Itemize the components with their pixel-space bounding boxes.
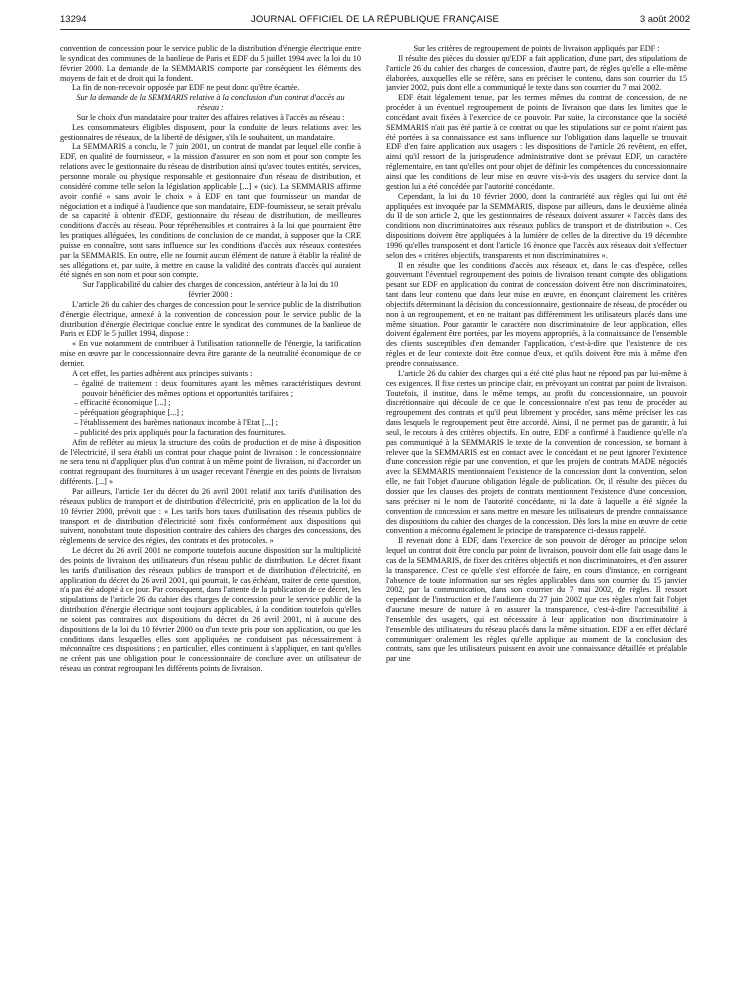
section-heading: Sur l'applicabilité du cahier des charges de concession, antérieur à la loi du 10 février 2000 :: [82, 280, 339, 300]
paragraph: EDF était légalement tenue, par les termes mêmes du contrat de concession, de ne procéder à un éventuel regroupement de points de livraison que dans les limites que le concédant avait fixées à l'exercice de ce pouvoir. Par suite, la circonstance que la société SEMMARIS n'ait pas été partie à ce contrat ou que les stipulations sur ce point n'aient pas été portées à sa connaissance est sans influence sur l'obligation dans laquelle se trouvait EDF d'en faire application aux usagers : les dispositions de l'article 26 revêtent, en effet, ainsi qu'il ressort de la jurisprudence administrative dont se prévaut EDF, un caractère réglementaire, en tant qu'elles ont pour objet de définir les compétences du concessionnaire ainsi que les conditions de leur mise en œuvre vis-à-vis des usagers du service dont la gestion lui a été concédée par l'autorité concédante.: [386, 93, 687, 191]
section-heading: Sur les critères de regroupement de points de livraison appliqués par EDF :: [413, 44, 660, 53]
paragraph: Afin de refléter au mieux la structure des coûts de production et de mise à disposition de l'électricité, il sera établi un contrat pour chaque point de livraison : le concessionnaire ne sera tenu ni d'appliquer plus d'un contrat à un même point de livraison, ni d'accorder un contrat regroupant des fournitures à un usager recevant l'énergie en des points de livraison différents. [...] »: [60, 437, 361, 487]
paragraph: Il revenait donc à EDF, dans l'exercice de son pouvoir de déroger au principe selon lequel un contrat doit être conclu par point de livraison, pouvoir dont elle fait usage dans le cas de la SEMMARIS, de fixer des critères objectifs et non discriminatoires, et d'en assurer la transparence. C'est ce qu'elle s'est efforcée de faire, en cours d'instance, en corrigeant l'absence de toute information sur ses règles applicables dans son courrier du 15 janvier 2002, par la communication, dans son courrier du 7 mai 2002, de règles. Il ressort cependant de l'instruction et de l'audience du 27 juin 2002 que ces règles n'ont fait l'objet d'aucune mesure de nature à en assurer la transparence, c'est-à-dire l'accessibilité à l'ensemble des usagers, qui est nécessaire à leur application non discriminatoire à l'ensemble des utilisateurs du réseau placés dans la même situation. EDF a en effet déclaré communiquer oralement les règles qu'elle applique au moment de la conclusion des contrats, sans que les utilisateurs puissent en avoir une connaissance détaillée et préalable par une: [386, 536, 687, 664]
list-item: – péréquation géographique [...] ;: [74, 408, 184, 418]
section-heading: Sur la demande de la SEMMARIS relative à la conclusion d'un contrat d'accès au réseau :: [76, 93, 345, 113]
list-item: – égalité de traitement : deux fournitures ayant les mêmes caractéristiques devront pouvoir bénéficier des mêmes options et opportunités tarifaires ;: [74, 378, 361, 398]
list-item: – l'établissement des barèmes nationaux incombe à l'Etat [...] ;: [74, 418, 278, 428]
paragraph: Il résulte des pièces du dossier qu'EDF a fait application, d'une part, des stipulations de l'article 26 du cahier des charges de concession, d'autre part, de règles qu'elle a elle-même élaborées, auxquelles elle se réfère, sans en préciser le contenu, dans son courrier du 15 janvier 2002, puis dont elle a communiqué le texte dans son courrier du 7 mai 2002.: [386, 53, 687, 93]
list-item: – efficacité économique [...] ;: [74, 398, 171, 408]
paragraph: Les consommateurs éligibles disposent, pour la conduite de leurs relations avec les gestionnaires de réseaux, de la liberté de désigner, s'ils le souhaitent, un mandataire.: [60, 122, 361, 142]
paragraph: A cet effet, les parties adhèrent aux principes suivants :: [72, 368, 253, 378]
principles-list: [60, 379, 361, 438]
paragraph: L'article 26 du cahier des charges qui a été cité plus haut ne répond pas par lui-même à ces exigences. Il fixe certes un principe clair, en prévoyant un contrat par point de livraison. Toutefois, il institue, dans le même temps, au profit du concessionnaire, un pouvoir discrétionnaire qui découle de ce que le concessionnaire n'est pas tenu de procéder au regroupement des contrats et qu'il peut librement y procéder, sans même préciser les cas dans lesquels le regroupement peut être accordé. Ainsi, il ne permet pas de garantir, à lui seul, le recours à des critères objectifs. En outre, EDF a confirmé à l'audience qu'elle n'a pas communiqué à la SEMMARIS le texte de la convention de concession, se bornant à relever que la SEMMARIS est en contact avec le concédant et ne peut ignorer l'existence d'une concession régie par une convention, et que les projets de contrats MADE négociés avec la SEMMARIS mentionnaient l'existence de la concession dont la convention, selon elle, ne fait l'objet d'aucune obligation légale de publication. Or, il résulte des pièces du dossier que les clauses des projets de contrats mentionnent l'existence d'une concession, sans préciser ni le nom de l'autorité concédante, ni la date à laquelle a été signée la convention de concession et sans mettre en mesure les utilisateurs de prendre connaissance des dispositions du cahier des charges de la concession. Dès lors la mise en œuvre de cette convention a méconnu également le principe de transparence ci-dessus rappelé.: [386, 368, 687, 536]
paragraph: Le décret du 26 avril 2001 ne comporte toutefois aucune disposition sur la multiplicité des points de livraison des utilisateurs d'un réseau public de distribution. Le décret fixant les tarifs d'utilisation des réseaux publics de transport et de distribution d'électricité, en application du décret du 26 avril 2001, qui pourrait, le cas échéant, traiter de cette question, n'a pas été adopté à ce jour. Par conséquent, dans l'attente de la publication de ce décret, les stipulations de l'article 26 du cahier des charges de concession pour le service public de la distribution d'énergie électrique sont toujours applicables, à la condition toutefois qu'elles ne soient pas contraires aux dispositions du décret du 26 avril 2001, ni à aucune des dispositions de la loi du 10 février 2000 ou d'un texte pris pour son application, ou que les conditions dans lesquelles elles sont appliquées ne conduisent pas nécessairement à méconnaître ces dispositions ; en particulier, elles continuent à s'appliquer, en tant qu'elles ne créent pas une obligation pour le concessionnaire de conclure avec un utilisateur de réseau un contrat regroupant les différents points de livraison.: [60, 546, 361, 674]
publication-date: 3 août 2002: [639, 14, 690, 25]
paragraph: La fin de non-recevoir opposée par EDF ne peut donc qu'être écartée.: [72, 83, 300, 93]
paragraph: La SEMMARIS a conclu, le 7 juin 2001, un contrat de mandat par lequel elle confie à EDF, en qualité de fournisseur, « la mission d'assurer en son nom et pour son compte les relations avec le gestionnaire du réseau de distribution ainsi qu'avec toutes entités, services, personne morale ou physique responsable et gestionnaire d'un réseau de distribution, et considéré comme telle selon la législation applicable [...] » (sic). La SEMMARIS affirme avoir confié « sans avoir le choix » à EDF en tant que fournisseur un mandat de négociation et a indiqué à l'audience que son mandataire, EDF-fournisseur, se serait prévalu de sa capacité à obtenir d'EDF, gestionnaire du réseau de distribution, de meilleures conditions d'accès au réseau. Pour répréhensibles et contraires à la loi que pourraient être les pratiques alléguées, les conditions de conclusion de ce mandat, à supposer que la CRE puisse en connaître, sont sans influence sur les conditions d'accès aux réseaux contestées par la SEMMARIS. En outre, elle ne fournit aucun élément de nature à établir la réalité de ses allégations et, par suite, à mettre en cause la validité des contrats d'accès qui auraient été signés en son nom et pour son compte.: [60, 142, 361, 280]
page-number: 13294: [60, 14, 87, 25]
list-item: – publicité des prix appliqués pour la facturation des fournitures.: [74, 427, 286, 437]
paragraph: Il en résulte que les conditions d'accès aux réseaux et, dans le cas d'espèce, celles gouvernant l'éventuel regroupement des points de livraison tenant compte des obligations pesant sur EDF en application du contrat de concession doivent être non discriminatoires, tant dans leur contenu que dans leur mise en œuvre, en énonçant clairement les critères objectifs déterminant la décision du concessionnaire, gestionnaire de réseau, de procéder ou non à un regroupement, et en ne traitant pas différemment les utilisateurs placés dans une même situation. Pour garantir le caractère non discriminatoire de leur application, elles doivent également être portées, par les moyens appropriés, à la connaissance de l'ensemble des clients susceptibles d'en demander l'application, c'est-à-dire que l'existence de ces règles et de leur contexte doit être connue d'eux, et qu'ils doivent être mis à même d'en prendre connaissance.: [386, 260, 687, 368]
journal-title: JOURNAL OFFICIEL DE LA RÉPUBLIQUE FRANÇAISE: [250, 14, 500, 25]
page-header: [60, 13, 690, 30]
paragraph: L'article 26 du cahier des charges de concession pour le service public de la distribution d'énergie électrique, annexé à la convention de concession pour le service public de la distribution d'énergie électrique conclue entre le syndicat des communes de la banlieue de Paris et EDF le 5 juillet 1994, dispose :: [60, 299, 361, 339]
paragraph: Cependant, la loi du 10 février 2000, dont la contrariété aux règles qui lui ont été appliquées est invoquée par la SEMMARIS, dispose par ailleurs, dans le deuxième alinéa du II de son article 2, que les gestionnaires de réseaux doivent assurer « l'accès dans des conditions non discriminatoires aux réseaux publics de transport et de distribution ». Ces dispositions doivent être appliquées à la lumière de celles de la directive du 19 décembre 1996 qu'elles transposent et dont l'article 16 énonce que l'accès aux réseaux doit s'effectuer selon des « critères objectifs, transparents et non discriminatoires ».: [386, 191, 687, 260]
quote-paragraph: « En vue notamment de contribuer à l'utilisation rationnelle de l'énergie, la tarification mise en œuvre par le concessionnaire devra être garante de la neutralité économique de ce dernier.: [60, 339, 361, 368]
right-column: [386, 44, 687, 969]
paragraph: convention de concession pour le service public de la distribution d'énergie électrique entre le syndicat des communes de la banlieue de Paris et EDF du 5 juillet 1994 avec la loi du 10 février 2000. La demande de la SEMMARIS comporte par conséquent les éléments des moyens de fait et de droit qui la fondent.: [60, 44, 361, 83]
section-heading: Sur le choix d'un mandataire pour traiter des affaires relatives à l'accès au réseau :: [76, 112, 345, 122]
left-column: [60, 44, 361, 969]
paragraph: Par ailleurs, l'article 1er du décret du 26 avril 2001 relatif aux tarifs d'utilisation des réseaux publics de transport et de distribution d'électricité, pris en application de la loi du 10 février 2000, prévoit que : « Les tarifs hors taxes d'utilisation des réseaux publics de transport et de distribution d'électricité sont fixés conformément aux dispositions qui suivent, nonobstant toute disposition contraire des cahiers des charges des concessions, des règlements de service des régies, des contrats et des protocoles. »: [60, 486, 361, 546]
